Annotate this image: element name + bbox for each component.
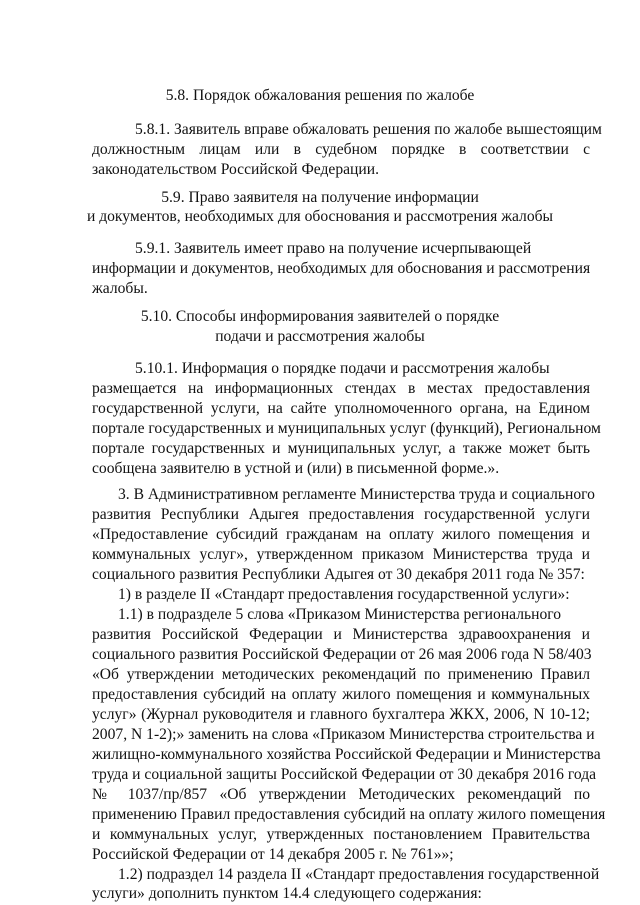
item-3-line: «Предоставление субсидий гражданам на оплату жилого помещения и <box>92 526 590 543</box>
item-3-line: коммунальных услуг», утвержденном приказом Министерства труда и <box>92 546 590 563</box>
item-1-1-line: социального развития Российской Федерации от 26 мая 2006 года N 58/403 <box>92 646 592 663</box>
item-1-1-line: и коммунальных услуг, утвержденных постановлением Правительства <box>92 826 590 843</box>
paragraph-5-10-1-line: сообщена заявителю в устной и (или) в письменной форме.». <box>92 460 500 477</box>
item-1-1-line: развития Российской Федерации и Министерства здравоохранения и <box>92 626 590 643</box>
item-1-1-line: труда и социальной защиты Российской Федерации от 30 декабря 2016 года <box>92 766 597 783</box>
section-5-9-heading: и документов, необходимых для обоснования и рассмотрения жалобы <box>86 208 554 225</box>
paragraph-5-9-1-line: 5.9.1. Заявитель имеет право на получение исчерпывающей <box>135 240 532 257</box>
section-5-10-heading: подачи и рассмотрения жалобы <box>215 328 425 345</box>
paragraph-5-9-1-line: информации и документов, необходимых для обоснования и рассмотрения <box>92 260 591 277</box>
item-3-1-line: 1) в разделе II «Стандарт предоставления государственной услуги»: <box>118 586 570 603</box>
paragraph-5-10-1-line: портале государственных и муниципальных услуг, а также может быть <box>92 440 590 457</box>
paragraph-5-8-1-line: законодательством Российской Федерации. <box>92 161 379 178</box>
section-5-10-heading: 5.10. Способы информирования заявителей о порядке <box>140 308 500 325</box>
item-1-1-line: 2007, N 1-2);» заменить на слова «Приказом Министерства строительства и <box>92 726 595 743</box>
section-5-8-heading: 5.8. Порядок обжалования решения по жалобе <box>165 87 475 104</box>
paragraph-5-8-1-line: должностным лицам или в судебном порядке в соответствии с <box>92 141 590 158</box>
section-5-9-heading: 5.9. Право заявителя на получение информации <box>161 189 479 206</box>
item-1-2-line: 1.2) подраздел 14 раздела II «Стандарт предоставления государственной <box>118 866 600 883</box>
paragraph-5-9-1-line: жалобы. <box>92 280 148 297</box>
item-1-1-line: «Об утверждении методических рекомендаций по применению Правил <box>92 666 590 683</box>
paragraph-5-8-1-line: 5.8.1. Заявитель вправе обжаловать решения по жалобе вышестоящим <box>135 121 602 138</box>
item-1-1-line: предоставления субсидий на оплату жилого помещения и коммунальных <box>92 686 590 703</box>
paragraph-5-10-1-line: размещается на информационных стендах в местах предоставления <box>92 380 590 397</box>
item-3-line: социального развития Республики Адыгея от 30 декабря 2011 года № 357: <box>92 566 585 583</box>
item-1-2-line: услуги» дополнить пунктом 14.4 следующего содержания: <box>92 885 482 902</box>
item-1-1-line: № 1037/пр/857 «Об утверждении Методических рекомендаций по <box>92 786 590 803</box>
paragraph-5-10-1-line: портале государственных и муниципальных услуг (функций), Региональном <box>92 420 601 437</box>
item-3-line: развития Республики Адыгея предоставления государственной услуги <box>92 506 590 523</box>
paragraph-5-10-1-line: государственной услуги, на сайте уполномоченного органа, на Едином <box>92 400 590 417</box>
item-1-1-line: жилищно-коммунального хозяйства Российской Федерации и Министерства <box>92 746 601 763</box>
item-3-line: 3. В Административном регламенте Министерства труда и социального <box>118 486 595 503</box>
item-1-1-line: услуг» (Журнал руководителя и главного бухгалтера ЖКХ, 2006, N 10-12; <box>92 706 590 723</box>
paragraph-5-10-1-line: 5.10.1. Информация о порядке подачи и рассмотрения жалобы <box>135 360 550 377</box>
item-1-1-line: применению Правил предоставления субсидий на оплату жилого помещения <box>92 806 606 823</box>
item-1-1-line: 1.1) в подразделе 5 слова «Приказом Министерства регионального <box>118 606 562 623</box>
item-1-1-line: Российской Федерации от 14 декабря 2005 г. № 761»»; <box>92 846 454 863</box>
